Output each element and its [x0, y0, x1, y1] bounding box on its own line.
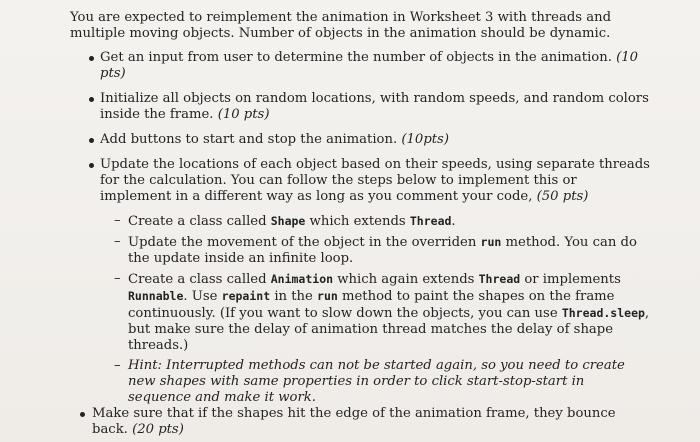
hint-text: Hint: Interrupted methods can not be started again, so you need to create new shapes with same properties in order to click start-stop-start in sequence and make it work.: [128, 358, 625, 405]
code-thread-sleep: Thread.sleep: [561, 306, 645, 320]
requirement-start-stop: [70, 132, 650, 148]
step-text: Create a class called: [128, 272, 271, 287]
step-text: .: [451, 214, 456, 229]
points-label: (10 pts): [100, 50, 639, 81]
code-run: run: [317, 289, 338, 303]
step-text: or implements: [520, 272, 621, 287]
requirement-text: Initialize all objects on random locations, with random speeds, and random colors inside the frame.: [100, 91, 649, 122]
requirement-user-input: [70, 50, 650, 82]
points-label: (20 pts): [132, 422, 184, 437]
code-runnable: Runnable: [128, 289, 184, 303]
code-thread: Thread: [478, 272, 521, 286]
step-text: in the: [270, 289, 318, 304]
requirement-text: Update the locations of each object based on their speeds, using separate threads for the calculation. You can follow the steps below to implement this or implement in a different way as long as you comment your code,: [100, 157, 650, 204]
code-repaint: repaint: [221, 289, 271, 303]
requirement-random-init: [70, 91, 650, 123]
step-text: , but make sure the delay of animation thread matches the delay of shape threads.): [128, 306, 650, 353]
requirement-text: Add buttons to start and stop the animation.: [100, 132, 398, 147]
step-text: . Use: [183, 289, 222, 304]
step-text: method. You can do the update inside an infinite loop.: [128, 235, 637, 266]
step-animation-class: [100, 271, 650, 354]
points-label: (10 pts): [217, 107, 270, 122]
step-hint: [100, 358, 650, 406]
step-text: Update the movement of the object in the overriden: [128, 235, 481, 250]
document-content: [70, 10, 650, 415]
step-shape-class: [100, 213, 650, 230]
step-text: which again extends: [333, 272, 479, 287]
intro-paragraph: [70, 10, 650, 42]
requirement-bounce: [80, 406, 652, 438]
requirement-text: Get an input from user to determine the number of objects in the animation.: [100, 50, 612, 65]
requirement-threads: [70, 157, 650, 406]
code-animation: Animation: [270, 272, 334, 286]
code-thread: Thread: [409, 214, 452, 228]
points-label: (50 pts): [536, 189, 589, 204]
step-text: method to paint the shapes on the frame continuously. (If you want to slow down the objects, you can use: [128, 289, 615, 321]
intro-line-2: moving objects. Number of objects in the animation should be dynamic.: [129, 26, 611, 41]
step-run-method: [100, 234, 650, 267]
step-text: Create a class called: [128, 214, 271, 229]
requirement-text: Make sure that if the shapes hit the edge of the animation frame, they bounce back.: [92, 406, 616, 437]
step-text: which extends: [305, 214, 410, 229]
intro-line-1: You are expected to reimplement the animation in Worksheet 3 with threads and multiple: [70, 10, 612, 41]
requirements-list: [70, 50, 650, 406]
code-shape: Shape: [270, 214, 306, 228]
thread-steps-list: [100, 213, 650, 406]
points-label: (10pts): [401, 132, 449, 147]
code-run: run: [480, 235, 502, 249]
